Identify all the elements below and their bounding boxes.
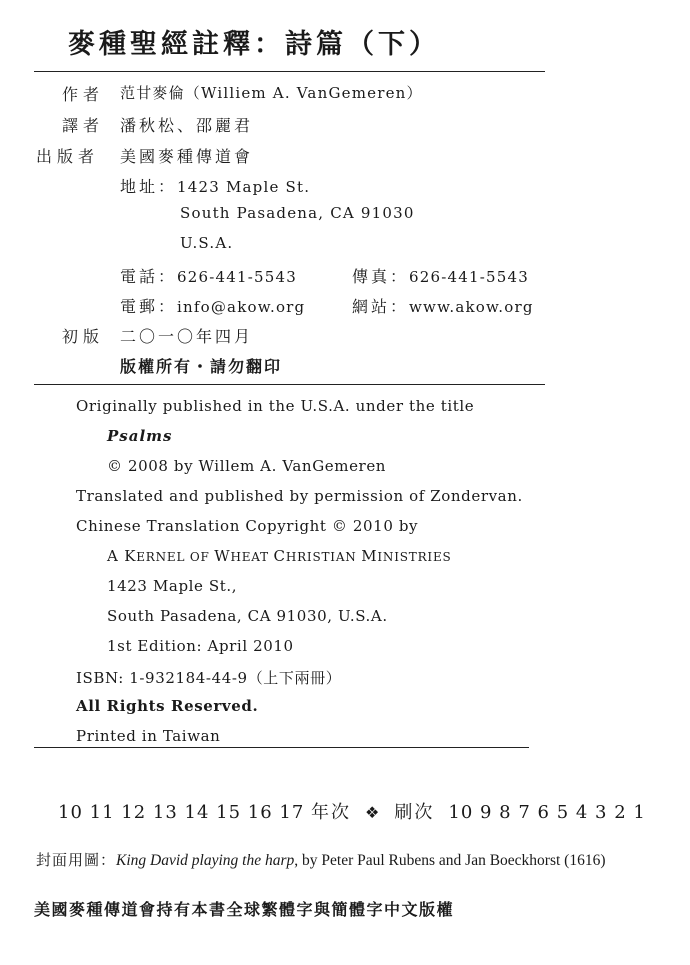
org-part-b: ERNEL OF bbox=[136, 550, 215, 564]
all-rights-reserved: All Rights Reserved. bbox=[76, 697, 259, 715]
diamond-icon: ❖ bbox=[365, 803, 381, 822]
fax-value: 626-441-5543 bbox=[409, 268, 529, 286]
middle-divider bbox=[34, 384, 545, 385]
page-title: 麥種聖經註釋：詩篇（下） bbox=[68, 29, 440, 60]
edition-date: 二〇一〇年四月 bbox=[120, 327, 254, 346]
cover-title: King David playing the harp bbox=[116, 852, 295, 869]
printing-impressions: 10 9 8 7 6 5 4 3 2 1 bbox=[448, 802, 646, 823]
address-row bbox=[120, 174, 310, 197]
edition-value bbox=[120, 324, 253, 347]
printing-row bbox=[58, 798, 646, 824]
website-label: 網站： bbox=[352, 297, 410, 316]
org-part-f: HRISTIAN bbox=[285, 550, 362, 564]
address-label: 地址： bbox=[120, 177, 178, 196]
printed-in: Printed in Taiwan bbox=[76, 727, 221, 745]
original-copyright: © 2008 by Willem A. VanGemeren bbox=[107, 457, 387, 475]
author-label: 作者 bbox=[62, 85, 105, 104]
cover-artist: , by Peter Paul Rubens and Jan Boeckhorst (1616) bbox=[294, 852, 606, 869]
org-part-c: W bbox=[214, 547, 231, 565]
isbn-value: ISBN: 1-932184-44-9 bbox=[76, 669, 248, 687]
publisher-name: 美國麥種傳道會 bbox=[120, 147, 254, 166]
org-part-e: C bbox=[273, 547, 286, 565]
top-divider bbox=[34, 71, 545, 72]
website-row bbox=[352, 294, 534, 317]
address-line-1: 1423 Maple St. bbox=[177, 178, 311, 196]
phone-row bbox=[120, 264, 297, 287]
phone-label: 電話： bbox=[120, 267, 178, 286]
phone-value: 626-441-5543 bbox=[177, 268, 297, 286]
cover-credit bbox=[36, 849, 606, 870]
author-name: 范甘麥倫（Williem A. VanGemeren） bbox=[120, 84, 423, 102]
edition-label: 初版 bbox=[62, 327, 105, 346]
impressions-label: 刷次 bbox=[394, 802, 435, 823]
publisher-value bbox=[120, 144, 253, 167]
copyright-notice: 版權所有・請勿翻印 bbox=[120, 357, 283, 376]
translator-names: 潘秋松、邵麗君 bbox=[120, 116, 254, 135]
book-title: Psalms bbox=[107, 427, 173, 445]
address-line-3: U.S.A. bbox=[180, 234, 234, 252]
org-part-d: HEAT bbox=[230, 550, 274, 564]
permission-line: Translated and published by permission of Zondervan. bbox=[76, 487, 523, 505]
fax-row bbox=[352, 264, 529, 287]
email-value: info@akow.org bbox=[177, 298, 306, 316]
author-value bbox=[120, 82, 423, 103]
cover-label: 封面用圖： bbox=[36, 851, 117, 869]
email-row bbox=[120, 294, 305, 317]
printing-years: 10 11 12 13 14 15 16 17 bbox=[58, 802, 305, 823]
rights-statement: 美國麥種傳道會持有本書全球繁體字與簡體字中文版權 bbox=[34, 900, 455, 919]
bottom-divider bbox=[34, 747, 529, 748]
isbn-line bbox=[76, 667, 341, 688]
address-line-2: South Pasadena, CA 91030 bbox=[180, 204, 415, 222]
first-edition: 1st Edition: April 2010 bbox=[107, 637, 294, 655]
origin-line: Originally published in the U.S.A. under the title bbox=[76, 397, 475, 415]
fax-label: 傳真： bbox=[352, 267, 410, 286]
publisher-label: 出版者 bbox=[36, 147, 100, 166]
english-address-1: 1423 Maple St., bbox=[107, 577, 238, 595]
translator-value bbox=[120, 113, 253, 136]
publisher-english bbox=[107, 547, 452, 565]
email-label: 電郵： bbox=[120, 297, 178, 316]
website-value: www.akow.org bbox=[409, 298, 534, 316]
org-part-a: A K bbox=[107, 547, 137, 565]
translation-copyright: Chinese Translation Copyright © 2010 by bbox=[76, 517, 419, 535]
org-part-h: INISTRIES bbox=[377, 550, 452, 564]
org-part-g: M bbox=[361, 547, 378, 565]
isbn-note: （上下兩冊） bbox=[247, 669, 342, 687]
years-label: 年次 bbox=[311, 802, 352, 823]
english-address-2: South Pasadena, CA 91030, U.S.A. bbox=[107, 607, 388, 625]
translator-label: 譯者 bbox=[62, 116, 105, 135]
